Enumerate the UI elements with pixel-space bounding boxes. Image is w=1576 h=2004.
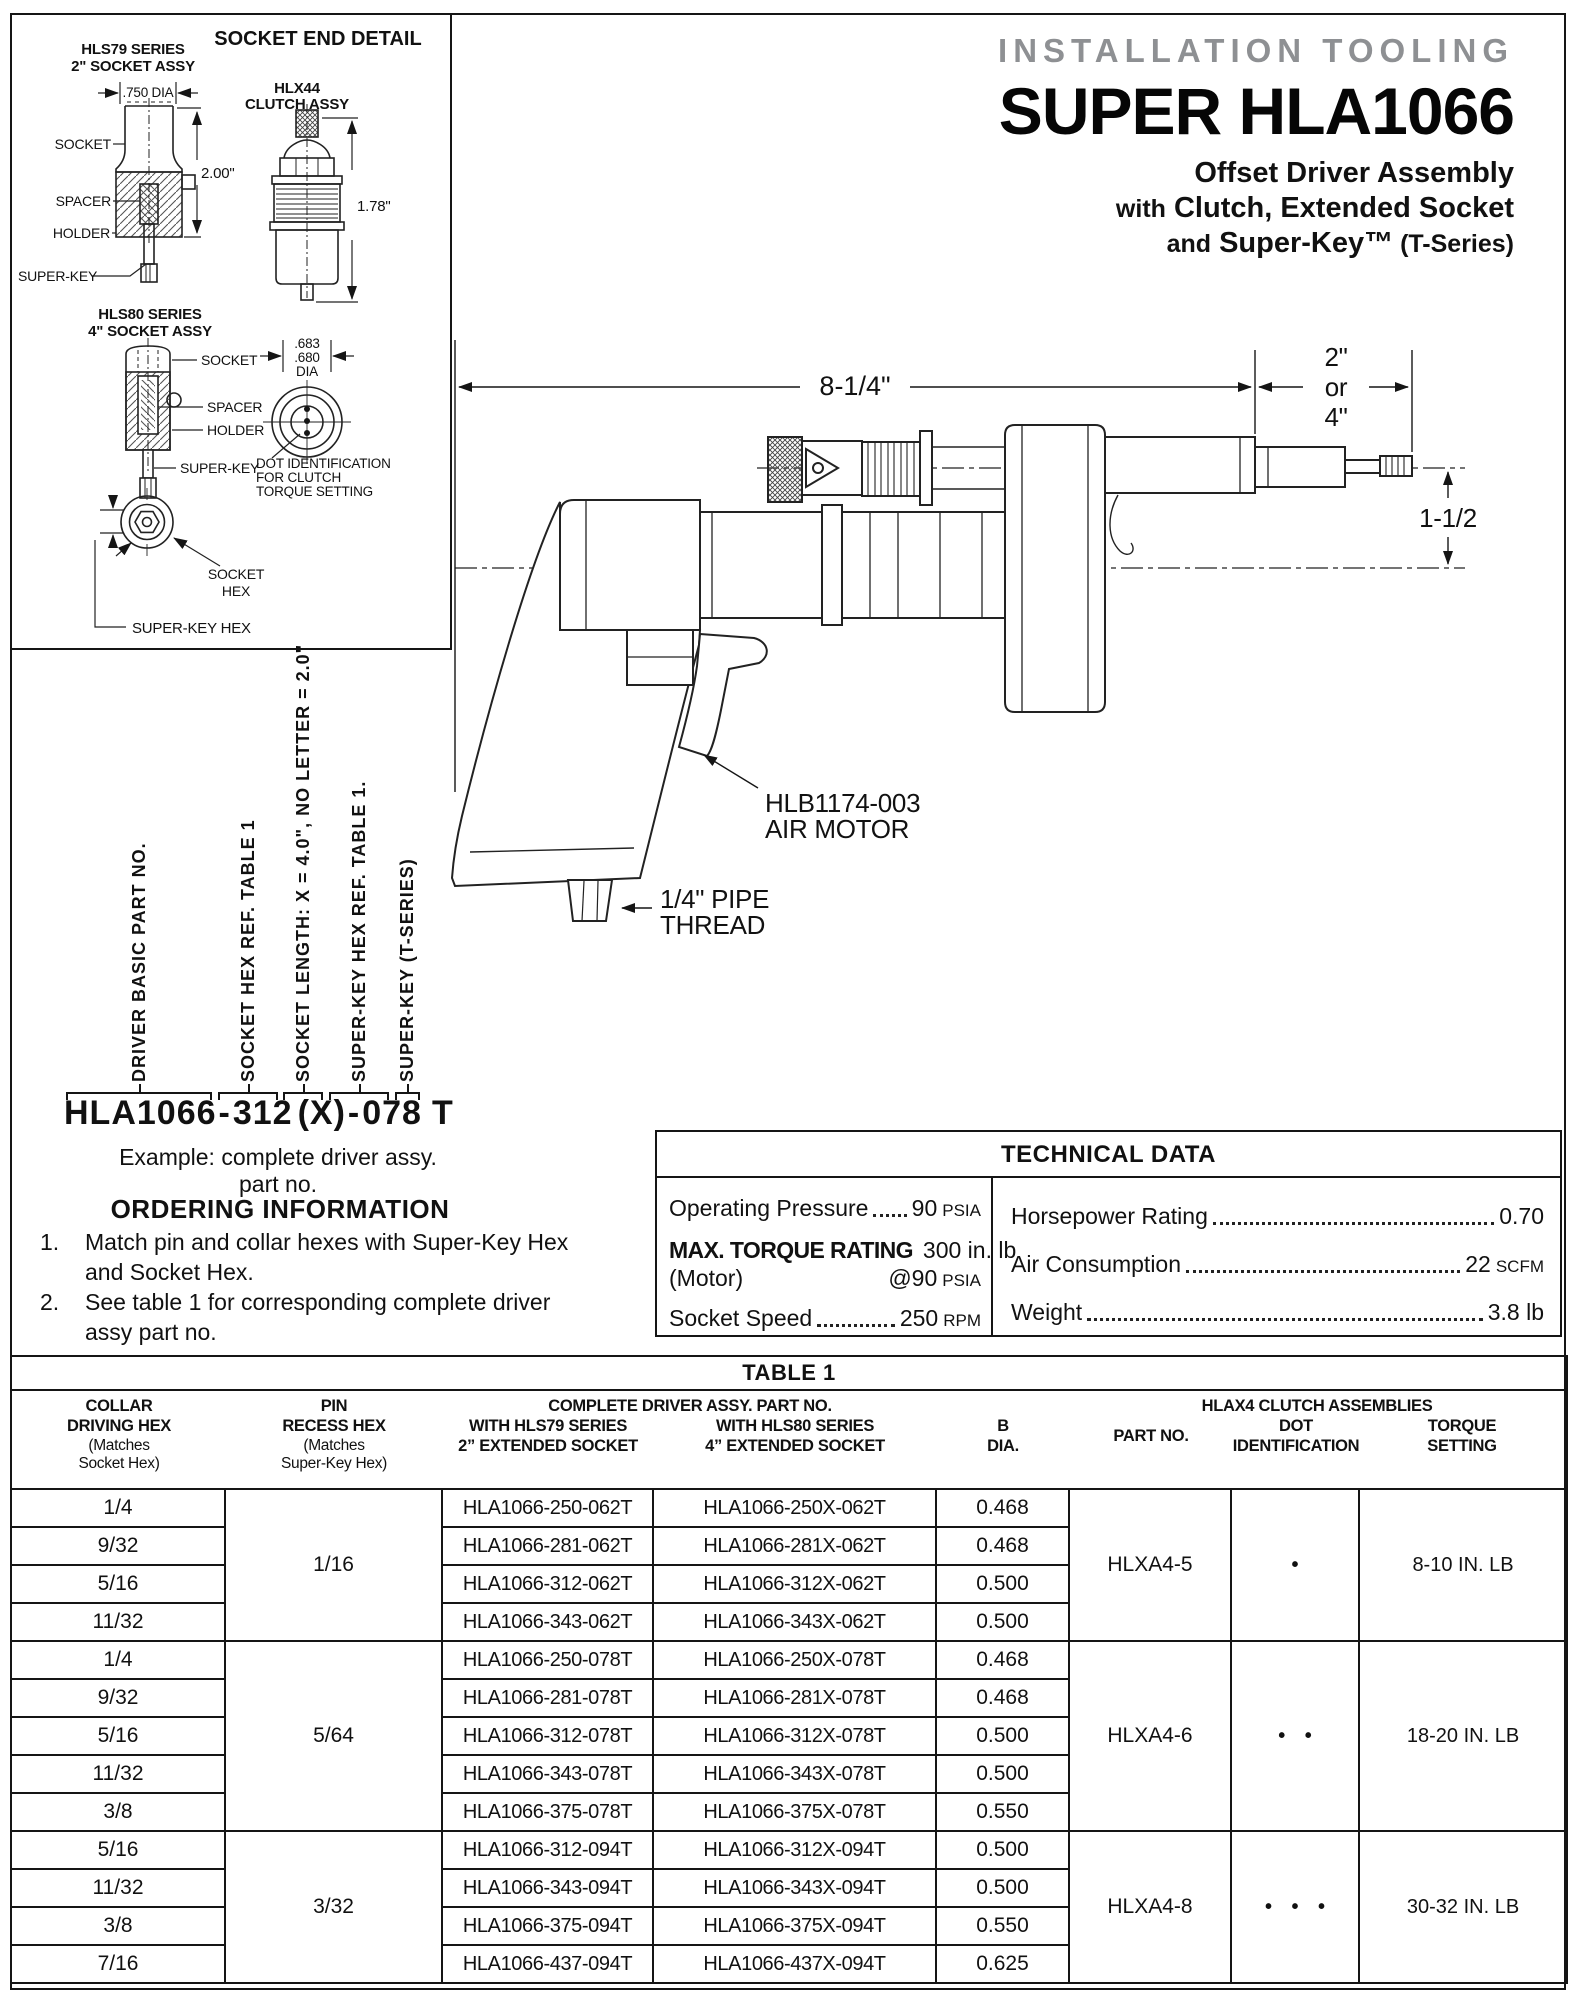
part-hls79: HLA1066-343-078T: [442, 1755, 653, 1793]
b-dia: 0.550: [936, 1793, 1069, 1831]
callout-socket-hex: SOCKET HEX REF. TABLE 1: [238, 819, 258, 1082]
ordering-item2-no: 2.: [40, 1289, 60, 1315]
collar-hex: 9/32: [11, 1679, 225, 1717]
group-driver-assy: COMPLETE DRIVER ASSY. PART NO.: [548, 1397, 832, 1415]
collar-hex: 11/32: [11, 1869, 225, 1907]
col-pin-h2: RECESS HEX: [282, 1417, 386, 1435]
table-1: [10, 1355, 1568, 1984]
hlx44-title-1: HLX44: [274, 80, 320, 97]
collar-hex: 5/16: [11, 1565, 225, 1603]
table-title: TABLE 1: [11, 1356, 1567, 1390]
subtitle-2-prefix: with: [1115, 195, 1166, 223]
kicker: INSTALLATION TOOLING: [998, 32, 1514, 69]
collar-hex: 3/8: [11, 1907, 225, 1945]
part-hls79: HLA1066-312-078T: [442, 1717, 653, 1755]
hls80-socket-label: SOCKET: [201, 352, 258, 368]
dia-680-label: .680: [294, 350, 320, 365]
hls80-spacer-label: SPACER: [207, 399, 263, 415]
collar-hex: 11/32: [11, 1603, 225, 1641]
part-hls79: HLA1066-437-094T: [442, 1945, 653, 1983]
b-dia: 0.625: [936, 1945, 1069, 1983]
part-hls79: HLA1066-250-078T: [442, 1641, 653, 1679]
dot-identification: • • •: [1231, 1831, 1359, 1983]
table-row: [11, 1831, 1567, 1869]
collar-hex: 5/16: [11, 1831, 225, 1869]
collar-hex: 7/16: [11, 1945, 225, 1983]
air-consumption-unit: SCFM: [1495, 1257, 1544, 1276]
part-hls79: HLA1066-281-062T: [442, 1527, 653, 1565]
subtitle-3-prefix: and: [1166, 230, 1212, 258]
socket-speed-value: 250: [899, 1305, 939, 1331]
dot-id-note-1: DOT IDENTIFICATION: [256, 456, 391, 471]
col-pin-h3: (Matches: [303, 1437, 365, 1454]
col-torque-h2: SETTING: [1427, 1437, 1497, 1455]
b-dia: 0.500: [936, 1565, 1069, 1603]
part-hls79: HLA1066-343-062T: [442, 1603, 653, 1641]
part-hls79: HLA1066-312-094T: [442, 1831, 653, 1869]
ordering-item2-line1: See table 1 for corresponding complete driver: [85, 1289, 551, 1315]
air-consumption-value: 22: [1465, 1251, 1491, 1277]
b-dia: 0.500: [936, 1717, 1069, 1755]
dot-leader: [1186, 1270, 1460, 1273]
subtitle-1: Offset Driver Assembly: [1194, 157, 1514, 189]
example-part-number: [64, 1094, 456, 1133]
socket-hex-label-1: SOCKET: [207, 566, 265, 582]
b-dia: 0.500: [936, 1603, 1069, 1641]
col-pin-h1: PIN: [320, 1397, 348, 1415]
weight-label: Weight: [1011, 1299, 1083, 1325]
dim-offset-label: 1-1/2: [1416, 503, 1480, 534]
weight-value: 3.8 lb: [1487, 1299, 1544, 1325]
torque-setting: 18-20 IN. LB: [1359, 1641, 1567, 1831]
col-dot-h1: DOT: [1279, 1417, 1313, 1435]
collar-hex: 1/4: [11, 1641, 225, 1679]
b-dia: 0.468: [936, 1679, 1069, 1717]
max-torque-value: 300 in. lb: [922, 1237, 1017, 1263]
dim-socket-2in: 2": [1324, 342, 1348, 372]
pipe-thread-label-2: THREAD: [660, 910, 766, 940]
pn-seg-dash2: -: [347, 1094, 361, 1132]
dot-id-note-3: TORQUE SETTING: [256, 484, 373, 499]
ordering-item1-line2: and Socket Hex.: [85, 1259, 254, 1285]
ordering-item2-line2: assy part no.: [85, 1319, 217, 1345]
dia-word-label: DIA: [296, 364, 318, 379]
part-hls80: HLA1066-312X-078T: [653, 1717, 936, 1755]
pn-seg-dash1: -: [218, 1094, 231, 1132]
pin-hex: 3/32: [225, 1831, 442, 1983]
b-dia: 0.500: [936, 1755, 1069, 1793]
col-bdia-h2: DIA.: [987, 1437, 1019, 1455]
dot-leader: [1213, 1222, 1494, 1225]
collar-hex: 9/32: [11, 1527, 225, 1565]
dim-overall-label: 8-1/4": [819, 371, 891, 401]
col-torque-h1: TORQUE: [1427, 1417, 1497, 1435]
hls80-title-2: 4" SOCKET ASSY: [88, 323, 212, 340]
socket-speed-label: Socket Speed: [669, 1305, 813, 1331]
dot-identification: •: [1231, 1489, 1359, 1641]
collar-hex: 3/8: [11, 1793, 225, 1831]
pin-hex: 5/64: [225, 1641, 442, 1831]
col-collar-h3: (Matches: [88, 1437, 150, 1454]
op-pressure-unit: PSIA: [942, 1201, 981, 1220]
air-motor-label-2: AIR MOTOR: [765, 814, 910, 844]
clutch-part: HLXA4-6: [1069, 1641, 1231, 1831]
table-header: [11, 1390, 1567, 1489]
col-clutch-part-h: PART NO.: [1113, 1427, 1189, 1445]
subtitle-3-main: Super-Key™: [1219, 227, 1394, 259]
pn-seg-sockethex: 312: [232, 1094, 293, 1132]
part-hls80: HLA1066-375X-078T: [653, 1793, 936, 1831]
b-dia: 0.468: [936, 1527, 1069, 1565]
part-hls79: HLA1066-343-094T: [442, 1869, 653, 1907]
ordering-title: ORDERING INFORMATION: [110, 1194, 450, 1224]
dot-identification: • •: [1231, 1641, 1359, 1831]
socket-hex-label-2: HEX: [221, 583, 251, 599]
pn-seg-base: HLA1066: [64, 1094, 217, 1132]
technical-data-left: [657, 1178, 1017, 1335]
col-dot-h2: IDENTIFICATION: [1232, 1437, 1360, 1455]
col-hls80-h2: 4” EXTENDED SOCKET: [705, 1437, 885, 1455]
part-hls79: HLA1066-250-062T: [442, 1489, 653, 1527]
air-motor-label-1: HLB1174-003: [765, 788, 921, 818]
pn-seg-t: T: [431, 1094, 454, 1132]
air-consumption-label: Air Consumption: [1011, 1251, 1182, 1277]
page-title: SUPER HLA1066: [998, 74, 1514, 148]
pipe-thread-label-1: 1/4" PIPE: [660, 884, 770, 914]
hls80-holder-label: HOLDER: [207, 422, 265, 438]
hls79-spacer-label: SPACER: [55, 193, 111, 209]
part-hls80: HLA1066-343X-062T: [653, 1603, 936, 1641]
hlx44-title-2: CLUTCH ASSY: [245, 96, 349, 113]
page-header: [998, 32, 1514, 260]
example-caption: Example: complete driver assy. part no.: [119, 1144, 437, 1197]
table-row: [11, 1489, 1567, 1527]
socket-speed-unit: RPM: [943, 1311, 981, 1330]
part-hls80: HLA1066-343X-094T: [653, 1869, 936, 1907]
dim-socket-4in: 4": [1324, 402, 1348, 432]
torque-setting: 8-10 IN. LB: [1359, 1489, 1567, 1641]
superkey-hex-label: SUPER-KEY HEX: [132, 620, 251, 637]
hlx44-length-label: 1.78": [357, 198, 391, 215]
technical-data-box: [655, 1130, 1562, 1337]
col-pin-h4: Super-Key Hex): [280, 1455, 388, 1472]
callout-socket-length: SOCKET LENGTH: X = 4.0", NO LETTER = 2.0": [293, 643, 313, 1082]
collar-hex: 1/4: [11, 1489, 225, 1527]
b-dia: 0.468: [936, 1641, 1069, 1679]
callout-driver-basic: DRIVER BASIC PART NO.: [129, 842, 149, 1082]
torque-setting: 30-32 IN. LB: [1359, 1831, 1567, 1983]
callout-superkey-t: SUPER-KEY (T-SERIES): [397, 858, 417, 1082]
collar-hex: 5/16: [11, 1717, 225, 1755]
part-hls80: HLA1066-375X-094T: [653, 1907, 936, 1945]
pin-hex: 1/16: [225, 1489, 442, 1641]
technical-data-title: TECHNICAL DATA: [657, 1132, 1560, 1178]
clutch-part: HLXA4-5: [1069, 1489, 1231, 1641]
hls79-dia-label: .750 DIA: [122, 85, 174, 100]
subtitle-2-main: Clutch, Extended Socket: [1173, 192, 1514, 224]
max-torque-unit2: PSIA: [942, 1271, 981, 1290]
part-hls79: HLA1066-375-094T: [442, 1907, 653, 1945]
part-hls80: HLA1066-437X-094T: [653, 1945, 936, 1983]
b-dia: 0.500: [936, 1869, 1069, 1907]
horsepower-label: Horsepower Rating: [1011, 1203, 1208, 1229]
hls79-length-label: 2.00": [201, 165, 235, 182]
dot-leader: [873, 1214, 906, 1217]
pn-seg-superkeyhex: 078: [362, 1094, 422, 1132]
pn-seg-length: (X): [297, 1094, 346, 1132]
col-bdia-h1: B: [997, 1417, 1009, 1435]
part-hls80: HLA1066-343X-078T: [653, 1755, 936, 1793]
col-collar-h1: COLLAR: [85, 1397, 153, 1415]
hls79-holder-label: HOLDER: [52, 225, 110, 241]
socket-end-detail-box: [10, 13, 452, 650]
part-hls80: HLA1066-312X-062T: [653, 1565, 936, 1603]
col-hls80-h1: WITH HLS80 SERIES: [715, 1417, 875, 1435]
hls80-title-1: HLS80 SERIES: [98, 306, 202, 323]
hls79-title-2: 2" SOCKET ASSY: [71, 58, 195, 75]
part-hls80: HLA1066-312X-094T: [653, 1831, 936, 1869]
group-clutch-assy: HLAX4 CLUTCH ASSEMBLIES: [1201, 1397, 1433, 1415]
horsepower-value: 0.70: [1499, 1203, 1544, 1229]
hls79-superkey-label: SUPER-KEY: [18, 268, 98, 284]
dot-leader: [817, 1324, 895, 1327]
collar-hex: 11/32: [11, 1755, 225, 1793]
op-pressure-value: 90: [911, 1195, 938, 1221]
subtitle-3-suffix: (T-Series): [1393, 230, 1514, 258]
col-collar-h2: DRIVING HEX: [67, 1417, 171, 1435]
dot-leader: [1087, 1318, 1483, 1321]
dia-683-label: .683: [294, 336, 320, 351]
part-hls80: HLA1066-281X-062T: [653, 1527, 936, 1565]
part-hls79: HLA1066-375-078T: [442, 1793, 653, 1831]
subtitle-2: [998, 192, 1514, 225]
part-hls79: HLA1066-281-078T: [442, 1679, 653, 1717]
part-hls80: HLA1066-250X-078T: [653, 1641, 936, 1679]
b-dia: 0.550: [936, 1907, 1069, 1945]
op-pressure-label: Operating Pressure: [669, 1195, 869, 1221]
col-collar-h4: Socket Hex): [78, 1455, 160, 1472]
col-hls79-h2: 2” EXTENDED SOCKET: [458, 1437, 638, 1455]
dim-socket-or: or: [1321, 372, 1352, 403]
hls79-title-1: HLS79 SERIES: [81, 41, 185, 58]
part-hls80: HLA1066-250X-062T: [653, 1489, 936, 1527]
socket-end-detail-title: SOCKET END DETAIL: [214, 28, 422, 50]
hls80-superkey-label: SUPER-KEY: [180, 460, 260, 476]
part-hls80: HLA1066-281X-078T: [653, 1679, 936, 1717]
clutch-part: HLXA4-8: [1069, 1831, 1231, 1983]
b-dia: 0.500: [936, 1831, 1069, 1869]
dot-id-note-2: FOR CLUTCH: [256, 470, 341, 485]
ordering-item1-line1: Match pin and collar hexes with Super-Key Hex: [85, 1229, 569, 1255]
b-dia: 0.468: [936, 1489, 1069, 1527]
max-torque-label2: (Motor): [669, 1265, 744, 1291]
table-row: [11, 1641, 1567, 1679]
subtitle-3: [998, 227, 1514, 260]
part-hls79: HLA1066-312-062T: [442, 1565, 653, 1603]
max-torque-value2: @90: [888, 1265, 938, 1291]
col-hls79-h1: WITH HLS79 SERIES: [468, 1417, 628, 1435]
callout-superkey-hex: SUPER-KEY HEX REF. TABLE 1.: [349, 780, 369, 1082]
hls79-socket-label: SOCKET: [54, 136, 111, 152]
ordering-item1-no: 1.: [40, 1229, 60, 1255]
max-torque-label: MAX. TORQUE RATING: [669, 1237, 913, 1263]
technical-data-right: [993, 1178, 1560, 1335]
